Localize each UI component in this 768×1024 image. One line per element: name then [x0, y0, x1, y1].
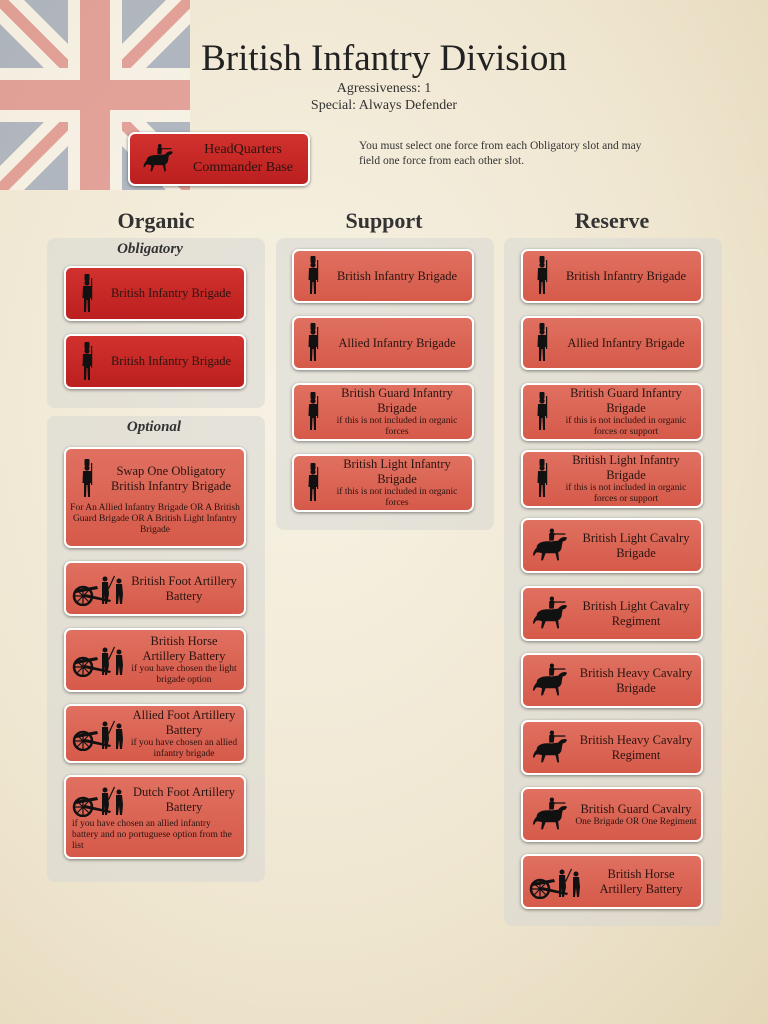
unit-label: British Guard Infantry Brigade	[570, 386, 682, 415]
column-heading-reserve: Reserve	[574, 208, 650, 233]
hq-commander-card[interactable]	[128, 132, 310, 186]
page-header	[0, 38, 768, 114]
horseman-icon	[523, 655, 575, 706]
unit-condition: if this is not included in organic forces or support	[565, 416, 687, 437]
soldier-icon	[294, 251, 326, 301]
unit-label: Dutch Foot Artillery Battery	[132, 784, 236, 814]
unit-label: British Infantry Brigade	[336, 268, 458, 283]
unit-card[interactable]	[521, 854, 703, 909]
unit-card[interactable]	[521, 720, 703, 775]
special-text: Special: Always Defender	[310, 98, 458, 113]
horseman-icon	[523, 722, 575, 773]
unit-label: British Light Cavalry Regiment	[582, 598, 690, 628]
unit-condition: if this is not included in organic forces	[336, 487, 458, 508]
unit-label: British Infantry Brigade	[565, 268, 687, 283]
unit-card[interactable]	[521, 518, 703, 573]
selection-rule-note: You must select one force from each Obligatory slot and may field one force from each other slot.	[359, 140, 642, 167]
swap-option-card[interactable]	[64, 447, 246, 548]
cannon-icon	[66, 563, 128, 614]
unit-card[interactable]	[64, 775, 246, 859]
soldier-icon	[66, 268, 102, 319]
unit-label: British Light Cavalry Brigade	[582, 530, 690, 560]
unit-label: Swap One Obligatory British Infantry Brigade	[110, 464, 232, 493]
soldier-icon	[523, 452, 555, 506]
unit-card[interactable]	[521, 586, 703, 641]
obligatory-label: Obligatory	[117, 241, 183, 257]
unit-label: British Infantry Brigade	[110, 354, 232, 368]
hq-label: HeadQuarters Commander Base	[193, 142, 293, 175]
soldier-icon	[66, 459, 102, 499]
unit-label: Allied Infantry Brigade	[338, 335, 456, 350]
soldier-icon	[294, 318, 326, 368]
unit-label: British Guard Infantry Brigade	[341, 386, 453, 415]
column-heading-support: Support	[345, 208, 423, 233]
unit-card[interactable]	[521, 450, 703, 508]
unit-card[interactable]	[64, 704, 246, 763]
unit-card[interactable]	[292, 249, 474, 303]
aggressiveness-text: Agressiveness: 1	[336, 81, 432, 96]
unit-card[interactable]	[292, 454, 474, 512]
unit-card[interactable]	[64, 561, 246, 616]
unit-condition: if you have chosen an allied infantry brigade	[130, 737, 238, 759]
unit-label: British Horse Artillery Battery	[142, 634, 226, 663]
horseman-icon	[523, 789, 575, 840]
unit-label: British Light Infantry Brigade	[572, 453, 680, 482]
unit-condition: For An Allied Infantry Brigade OR A British Guard Brigade OR A British Light Infantry Brigade	[70, 503, 240, 535]
soldier-icon	[294, 385, 326, 439]
unit-label: British Horse Artillery Battery	[599, 866, 683, 896]
unit-label: Allied Foot Artillery Battery	[132, 707, 236, 737]
column-heading-organic: Organic	[117, 208, 195, 233]
soldier-icon	[66, 336, 102, 387]
unit-label: British Light Infantry Brigade	[343, 457, 451, 486]
unit-card[interactable]	[292, 383, 474, 441]
cannon-icon	[523, 856, 585, 907]
soldier-icon	[523, 318, 555, 368]
unit-label: British Heavy Cavalry Brigade	[579, 665, 693, 695]
soldier-icon	[523, 251, 555, 301]
unit-label: British Guard Cavalry	[580, 801, 692, 816]
unit-card[interactable]	[64, 266, 246, 321]
unit-condition: if you have chosen the light brigade option	[131, 664, 237, 685]
cannon-icon	[66, 630, 128, 690]
unit-card[interactable]	[521, 653, 703, 708]
page-title: British Infantry Division	[201, 38, 567, 79]
horseman-icon	[523, 520, 575, 571]
soldier-icon	[294, 456, 326, 510]
soldier-icon	[523, 385, 555, 439]
unit-card[interactable]	[292, 316, 474, 370]
horseman-icon	[523, 588, 575, 639]
unit-condition: if this is not included in organic forces	[336, 416, 458, 437]
unit-card[interactable]	[521, 383, 703, 441]
cannon-icon	[66, 706, 128, 761]
unit-card[interactable]	[521, 316, 703, 370]
unit-condition: if you have chosen an allied infantry battery and no portuguese option from the list	[72, 818, 232, 851]
unit-card[interactable]	[521, 787, 703, 842]
unit-condition: if this is not included in organic forces or support	[565, 483, 687, 504]
unit-label: British Heavy Cavalry Regiment	[579, 732, 693, 762]
mounted-commander-icon	[130, 134, 182, 184]
unit-card[interactable]	[64, 334, 246, 389]
unit-condition: One Brigade OR One Regiment	[575, 816, 697, 827]
unit-label: British Infantry Brigade	[110, 286, 232, 300]
unit-label: Allied Infantry Brigade	[567, 335, 685, 350]
cannon-icon	[66, 783, 128, 817]
optional-label: Optional	[126, 419, 182, 435]
unit-card[interactable]	[521, 249, 703, 303]
unit-label: British Foot Artillery Battery	[131, 573, 237, 603]
unit-card[interactable]	[64, 628, 246, 692]
